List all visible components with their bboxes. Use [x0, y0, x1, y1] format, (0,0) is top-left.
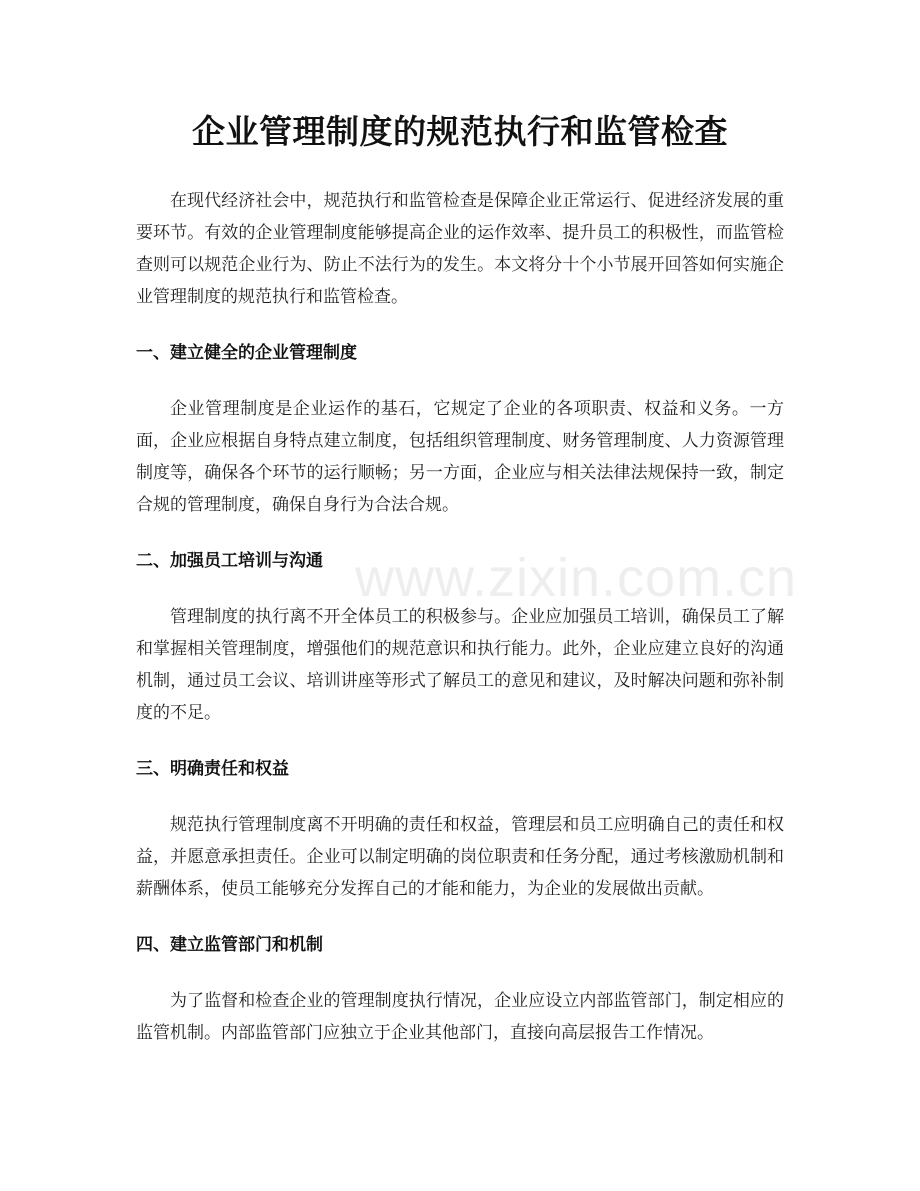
section-body: 规范执行管理制度离不开明确的责任和权益，管理层和员工应明确自己的责任和权益，并愿意承担责任。企业可以制定明确的岗位职责和任务分配，通过考核激励机制和薪酬体系，使员工能够充分发挥自己的才能和能力，为企业的发展做出贡献。 [136, 815, 784, 899]
section-heading: 一、建立健全的企业管理制度 [136, 343, 357, 363]
section-body: 企业管理制度是企业运作的基石，它规定了企业的各项职责、权益和义务。一方面，企业应根据自身特点建立制度，包括组织管理制度、财务管理制度、人力资源管理制度等，确保各个环节的运行顺畅；另一方面，企业应与相关法律法规保持一致，制定合规的管理制度，确保自身行为合法合规。 [136, 399, 784, 515]
section-heading: 二、加强员工培训与沟通 [136, 551, 323, 571]
section-body: 为了监督和检查企业的管理制度执行情况，企业应设立内部监管部门，制定相应的监管机制。内部监管部门应独立于企业其他部门，直接向高层报告工作情况。 [136, 991, 784, 1043]
section-3 [136, 753, 784, 905]
intro-paragraph: 在现代经济社会中，规范执行和监管检查是保障企业正常运行、促进经济发展的重要环节。有效的企业管理制度能够提高企业的运作效率、提升员工的积极性，而监管检查则可以规范企业行为、防止不法行为的发生。本文将分十个小节展开回答如何实施企业管理制度的规范执行和监管检查。 [136, 191, 784, 307]
section-body: 管理制度的执行离不开全体员工的积极参与。企业应加强员工培训，确保员工了解和掌握相关管理制度，增强他们的规范意识和执行能力。此外，企业应建立良好的沟通机制，通过员工会议、培训讲座等形式了解员工的意见和建议，及时解决问题和弥补制度的不足。 [136, 607, 784, 723]
page-title: 企业管理制度的规范执行和监管检查 [192, 112, 728, 151]
section-heading: 四、建立监管部门和机制 [136, 935, 323, 955]
section-4 [136, 929, 784, 1049]
section-1 [136, 337, 784, 521]
watermark: www.zixin.com.cn [355, 548, 798, 608]
section-heading: 三、明确责任和权益 [136, 759, 289, 779]
